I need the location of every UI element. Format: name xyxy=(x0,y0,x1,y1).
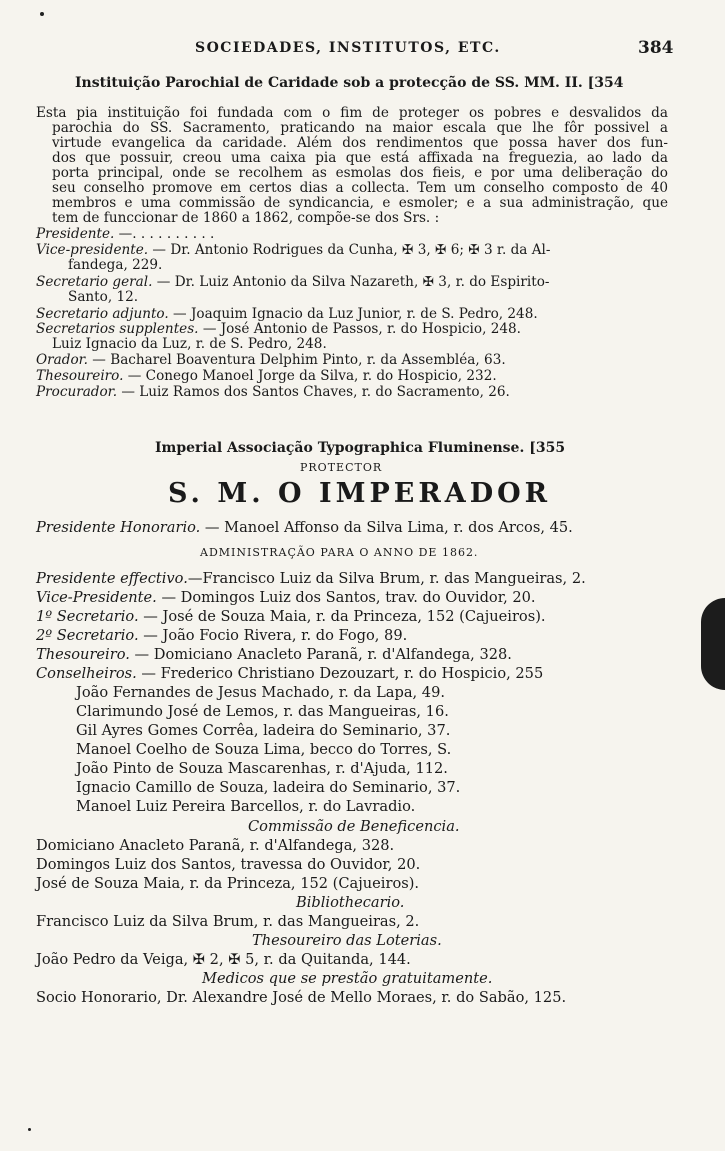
paragraph-line: porta principal, onde se recolhem as esmolas dos fieis, e por uma deliberação do xyxy=(52,165,668,181)
officer-1-secretario: 1º Secretario. — José de Souza Maia, r. da Princeza, 152 (Cajueiros). xyxy=(36,608,546,625)
paragraph-line: parochia do SS. Sacramento, praticando na maior escala que lhe fôr possivel a xyxy=(52,120,668,136)
ink-speck xyxy=(40,12,44,16)
protector-label: PROTECTOR xyxy=(300,461,383,474)
list-item: Manoel Coelho de Souza Lima, becco do Torres, S. xyxy=(76,741,452,758)
entry-continuation: fandega, 229. xyxy=(68,257,163,273)
paragraph-line: membros e uma commissão de syndicancia, e esmoler; e a sua administração, que xyxy=(52,195,668,211)
librarian-label: Bibliothecario. xyxy=(296,894,405,911)
list-item: Clarimundo José de Lemos, r. das Mangueiras, 16. xyxy=(76,703,449,720)
lottery-entry: João Pedro da Veiga, ✠ 2, ✠ 5, r. da Quitanda, 144. xyxy=(36,951,411,968)
doctors-label: Medicos que se prestão gratuitamente. xyxy=(202,970,493,987)
lottery-label: Thesoureiro das Loterias. xyxy=(252,932,442,949)
entry-continuation: Santo, 12. xyxy=(68,289,139,305)
entry-secretario-adjunto: Secretario adjunto. — Joaquim Ignacio da Luz Junior, r. de S. Pedro, 248. xyxy=(36,306,538,322)
ink-speck xyxy=(28,1128,31,1131)
beneficence-label: Commissão de Beneficencia. xyxy=(248,818,460,835)
entry-presidente: Presidente. —. . . . . . . . . . xyxy=(36,226,215,242)
officer-vice-presidente: Vice-Presidente. — Domingos Luiz dos Santos, trav. do Ouvidor, 20. xyxy=(36,589,536,606)
officer-conselheiros: Conselheiros. — Frederico Christiano Dezouzart, r. do Hospicio, 255 xyxy=(36,665,544,682)
honorary-president: Presidente Honorario. — Manoel Affonso da Silva Lima, r. dos Arcos, 45. xyxy=(36,519,573,536)
list-item: Manoel Luiz Pereira Barcellos, r. do Lavradio. xyxy=(76,798,416,815)
entry-vice-presidente: Vice-presidente. — Dr. Antonio Rodrigues da Cunha, ✠ 3, ✠ 6; ✠ 3 r. da Al- xyxy=(36,242,551,258)
list-item: João Fernandes de Jesus Machado, r. da Lapa, 49. xyxy=(76,684,446,701)
list-item: José de Souza Maia, r. da Princeza, 152 (Cajueiros). xyxy=(36,875,420,892)
paragraph-line: virtude evangelica da caridade. Além dos rendimentos que possa haver dos fun- xyxy=(52,135,668,151)
protector-name: S. M. O IMPERADOR xyxy=(168,478,552,509)
administration-label: ADMINISTRAÇÃO PARA O ANNO DE 1862. xyxy=(200,546,479,559)
entry-secretario-geral: Secretario geral. — Dr. Luiz Antonio da Silva Nazareth, ✠ 3, r. do Espirito- xyxy=(36,274,550,290)
officer-thesoureiro: Thesoureiro. — Domiciano Anacleto Paranã, r. d'Alfandega, 328. xyxy=(36,646,512,663)
section-title-parochial: Instituição Parochial de Caridade sob a protecção de SS. MM. II. [354 xyxy=(75,75,624,91)
running-header xyxy=(0,40,725,62)
entry-procurador: Procurador. — Luiz Ramos dos Santos Chaves, r. do Sacramento, 26. xyxy=(36,384,510,400)
page-number: 384 xyxy=(638,38,674,58)
entry-continuation: Luiz Ignacio da Luz, r. de S. Pedro, 248. xyxy=(52,336,327,352)
entry-orador: Orador. — Bacharel Boaventura Delphim Pinto, r. da Assembléa, 63. xyxy=(36,352,506,368)
officer-2-secretario: 2º Secretario. — João Focio Rivera, r. do Fogo, 89. xyxy=(36,627,408,644)
page-edge-shadow xyxy=(701,598,725,690)
list-item: Gil Ayres Gomes Corrêa, ladeira do Seminario, 37. xyxy=(76,722,451,739)
librarian-entry: Francisco Luiz da Silva Brum, r. das Mangueiras, 2. xyxy=(36,913,420,930)
paragraph-line: dos que possuir, creou uma caixa pia que está affixada na freguezia, ao lado da xyxy=(52,150,668,166)
running-title: SOCIEDADES, INSTITUTOS, ETC. xyxy=(195,40,501,56)
doctors-entry: Socio Honorario, Dr. Alexandre José de Mello Moraes, r. do Sabão, 125. xyxy=(36,989,567,1006)
list-item: Domiciano Anacleto Paranã, r. d'Alfandega, 328. xyxy=(36,837,395,854)
paragraph-line: seu conselho promove em certos dias a collecta. Tem um conselho composto de 40 xyxy=(52,180,668,196)
list-item: João Pinto de Souza Mascarenhas, r. d'Ajuda, 112. xyxy=(76,760,448,777)
list-item: Domingos Luiz dos Santos, travessa do Ouvidor, 20. xyxy=(36,856,421,873)
entry-thesoureiro: Thesoureiro. — Conego Manoel Jorge da Silva, r. do Hospicio, 232. xyxy=(36,368,497,384)
officer-presidente-effectivo: Presidente effectivo.—Francisco Luiz da Silva Brum, r. das Mangueiras, 2. xyxy=(36,570,586,587)
section-title-typographica: Imperial Associação Typographica Fluminense. [355 xyxy=(155,440,566,456)
paragraph-line: Esta pia instituição foi fundada com o fim de proteger os pobres e desvalidos da xyxy=(36,105,668,121)
paragraph-line: tem de funccionar de 1860 a 1862, compõe-se dos Srs. : xyxy=(52,210,440,226)
list-item: Ignacio Camillo de Souza, ladeira do Seminario, 37. xyxy=(76,779,461,796)
entry-secretarios-supplentes: Secretarios supplentes. — José Antonio de Passos, r. do Hospicio, 248. xyxy=(36,321,521,337)
